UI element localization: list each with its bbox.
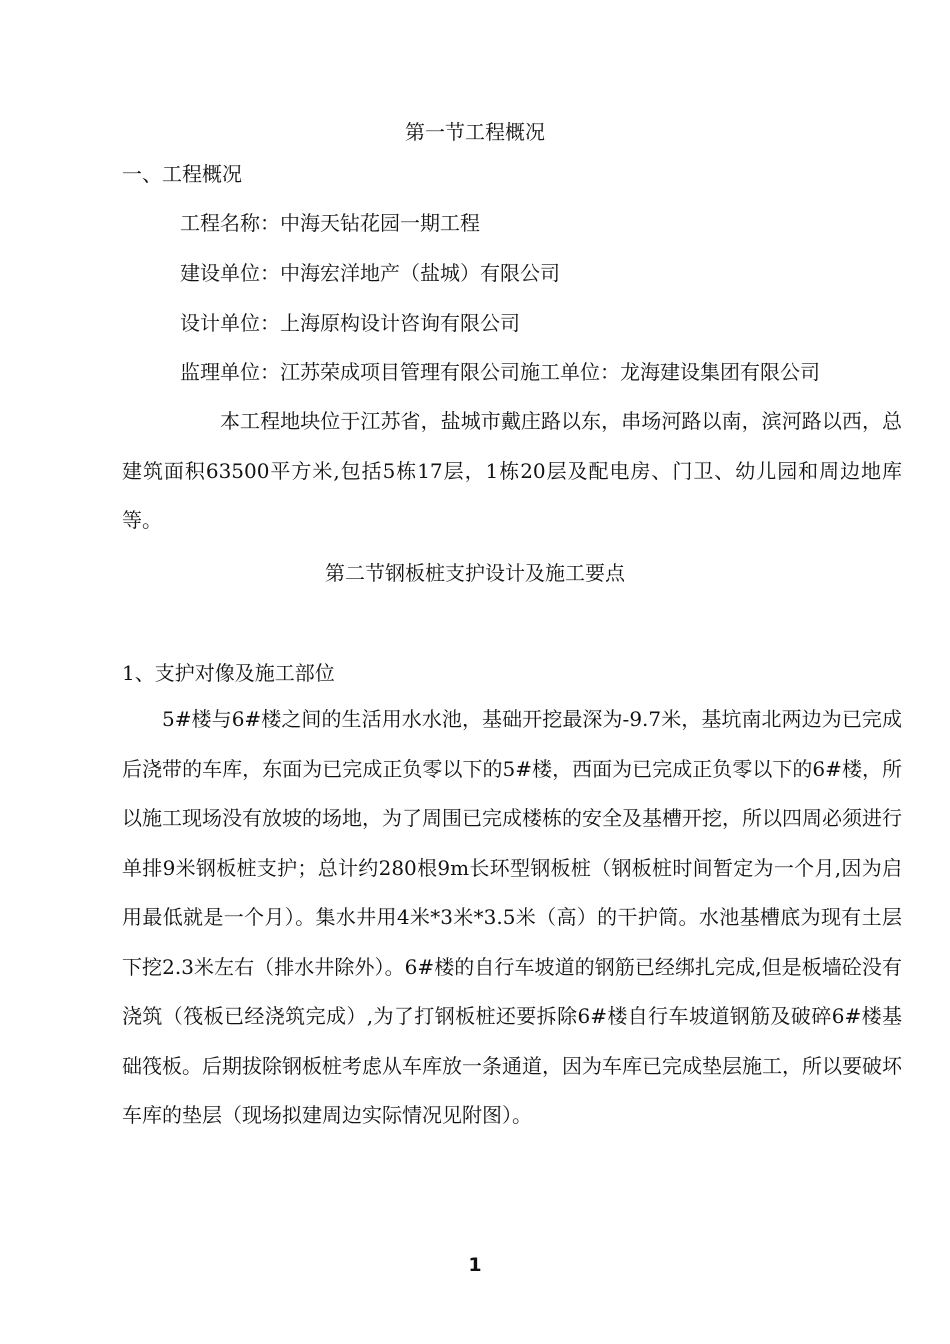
section-1-subtitle: 一、工程概况 [122,162,242,186]
section-2-body: 5#楼与6#楼之间的生活用水水池，基础开挖最深为-9.7米，基坑南北两边为已完成后浇带的车库，东面为已完成正负零以下的5#楼，西面为已完成正负零以下的6#楼，所以施工现场没有放坡的场地，为了周围已完成楼栋的安全及基槽开挖，所以四周必须进行单排9米钢板桩支护；总计约280根9m长环型钢板桩（钢板桩时间暂定为一个月,因为启用最低就是一个月）。集水井用4米*3米*3.5米（高）的干护筒。水池基槽底为现有土层下挖2.3米左右（排水井除外）。6#楼的自行车坡道的钢筋已经绑扎完成,但是板墙砼没有浇筑（筏板已经浇筑完成）,为了打钢板桩还要拆除6#楼自行车坡道钢筋及破碎6#楼基础筏板。后期拔除钢板桩考虑从车库放一条通道，因为车库已完成垫层施工，所以要破坏车库的垫层（现场拟建周边实际情况见附图）。 [122,707,902,1127]
section-1-title: 第一节工程概况 [405,120,545,144]
page-number: 1 [468,1254,482,1276]
design-unit: 设计单位：上海原构设计咨询有限公司 [180,311,520,335]
section-2-subheading: 1、支护对像及施工部位 [122,661,335,685]
owner-unit: 建设单位：中海宏洋地产（盐城）有限公司 [180,261,560,285]
section-2-title: 第二节钢板桩支护设计及施工要点 [325,561,625,585]
supervisor-contractor-units: 监理单位：江苏荣成项目管理有限公司施工单位：龙海建设集团有限公司 [180,360,820,384]
project-description: 本工程地块位于江苏省，盐城市戴庄路以东，串场河路以南，滨河路以西，总建筑面积63500平方米,包括5栋17层，1栋20层及配电房、门卫、幼儿园和周边地库等。 [122,409,902,532]
project-name: 工程名称：中海天钻花园一期工程 [180,211,480,235]
